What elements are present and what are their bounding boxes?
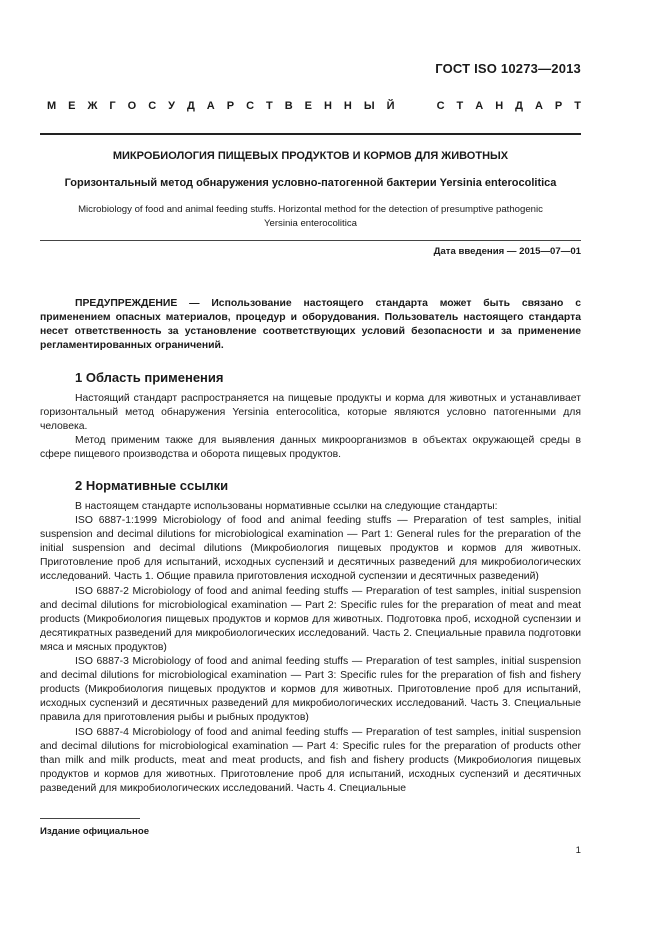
- interstate-letter: Н: [323, 100, 332, 112]
- interstate-standard-heading: [47, 100, 581, 112]
- interstate-letter: [422, 100, 425, 112]
- interstate-letter: С: [246, 100, 255, 112]
- interstate-letter: С: [436, 100, 445, 112]
- title-english-line-1: Microbiology of food and animal feeding stuffs. Horizontal method for the detection of presumptive pathogenic: [78, 204, 543, 215]
- paragraph: Настоящий стандарт распространяется на пищевые продукты и корма для животных и устанавливает горизонтальный метод обнаружения Yersinia enterocolitica, которые являются условно патогенными для человека.: [40, 393, 581, 433]
- interstate-letter: Й: [386, 100, 395, 112]
- page-number: 1: [575, 845, 581, 856]
- section-2-body: [40, 500, 581, 796]
- paragraph: Метод применим также для выявления данных микроорганизмов в объектах окружающей среды в сфере пищевого производства и оборота пищевых продуктов.: [40, 435, 581, 461]
- interstate-letter: Е: [304, 100, 312, 112]
- section-1-body: [40, 392, 581, 462]
- warning-text: ПРЕДУПРЕЖДЕНИЕ — Использование настоящего стандарта может быть связано с применением опасных материалов, процедур и оборудования. Пользователь настоящего стандарта несет ответственность за установление соответствующих условий безопасности и за применение регламентированных ограничений.: [40, 298, 581, 352]
- introduction-date: Дата введения — 2015—07—01: [433, 246, 581, 257]
- title-english: [40, 203, 581, 231]
- reference-iso-6887-2: ISO 6887-2 Microbiology of food and animal feeding stuffs — Preparation of test samples, initial suspension and decimal dilutions for microbiological examination — Part 2: Specific rules for the preparation of meat and meat products (Микробиология пищевых продуктов и кормов для животных. Подготовка проб, исходной суспензии и десятикратных разведений для микробиологических исследований. Часть 2. Специальные правила подготовки мяса и мясных продуктов): [40, 585, 581, 653]
- interstate-letter: Н: [495, 100, 504, 112]
- interstate-letter: О: [127, 100, 137, 112]
- subtitle-russian: Горизонтальный метод обнаружения условно-патогенной бактерии Yersinia enterocolitica: [64, 177, 557, 189]
- interstate-letter: С: [148, 100, 157, 112]
- interstate-letter: [407, 100, 410, 112]
- interstate-letter: Т: [266, 100, 273, 112]
- reference-iso-6887-3: ISO 6887-3 Microbiology of food and animal feeding stuffs — Preparation of test samples, initial suspension and decimal dilutions for microbiological examination — Part 3: Specific rules for the preparation of fish and fishery products (Микробиология пищевых продуктов и кормов для животных. Приготовление проб для испытаний, исходных суспензий и десятичных разведений для микробиологических исследований. Часть 3. Специальные правила для приготовления рыбы и рыбных продуктов): [40, 656, 581, 724]
- header-divider: [40, 133, 581, 135]
- footer-divider: [40, 818, 140, 819]
- interstate-letter: Е: [68, 100, 76, 112]
- interstate-letter: У: [168, 100, 175, 112]
- interstate-letter: А: [206, 100, 215, 112]
- reference-iso-6887-1: ISO 6887-1:1999 Microbiology of food and animal feeding stuffs — Preparation of test samples, initial suspension and decimal dilutions for microbiological examination — Part 1: General rules for the preparation of the initial suspension and decimal dilutions (Микробиология пищевых продуктов и кормов для животных. Приготовление проб для испытаний, исходных суспензий и десятичных разведений для микробиологических исследований. Часть 1. Общие правила приготовления исходной суспензии и десятичных разведений): [40, 515, 581, 583]
- interstate-letter: М: [47, 100, 57, 112]
- interstate-letter: Г: [109, 100, 116, 112]
- paragraph: В настоящем стандарте использованы нормативные ссылки на следующие стандарты:: [75, 501, 498, 512]
- standard-code: ГОСТ ISO 10273—2013: [435, 61, 581, 76]
- interstate-letter: Ы: [363, 100, 375, 112]
- interstate-letter: Д: [515, 100, 523, 112]
- interstate-letter: Ж: [87, 100, 98, 112]
- title-russian: МИКРОБИОЛОГИЯ ПИЩЕВЫХ ПРОДУКТОВ И КОРМОВ ДЛЯ ЖИВОТНЫХ: [112, 150, 509, 162]
- section-1-heading: 1 Область применения: [75, 370, 224, 385]
- interstate-letter: Р: [554, 100, 563, 112]
- reference-iso-6887-4: ISO 6887-4 Microbiology of food and animal feeding stuffs — Preparation of test samples, initial suspension and decimal dilutions for microbiological examination — Part 4: Specific rules for the preparation of products other than milk and milk products, meat and meat products, and fish and fishery products (Микробиология пищевых продуктов и кормов для животных. Приготовление проб для испытаний, исходных суспензий и десятичных разведений для микробиологических исследований. Часть 4. Специальные: [40, 726, 581, 794]
- interstate-letter: Н: [343, 100, 352, 112]
- interstate-letter: А: [534, 100, 543, 112]
- interstate-letter: В: [284, 100, 293, 112]
- official-edition-label: Издание официальное: [40, 826, 150, 837]
- title-divider: [40, 240, 581, 241]
- title-english-line-2: Yersinia enterocolitica: [264, 218, 357, 229]
- interstate-letter: Т: [456, 100, 464, 112]
- interstate-letter: А: [475, 100, 484, 112]
- warning-paragraph: [40, 297, 581, 353]
- interstate-letter: Р: [226, 100, 235, 112]
- interstate-letter: Д: [186, 100, 195, 112]
- section-2-heading: 2 Нормативные ссылки: [75, 478, 229, 493]
- interstate-letter: Т: [574, 100, 581, 112]
